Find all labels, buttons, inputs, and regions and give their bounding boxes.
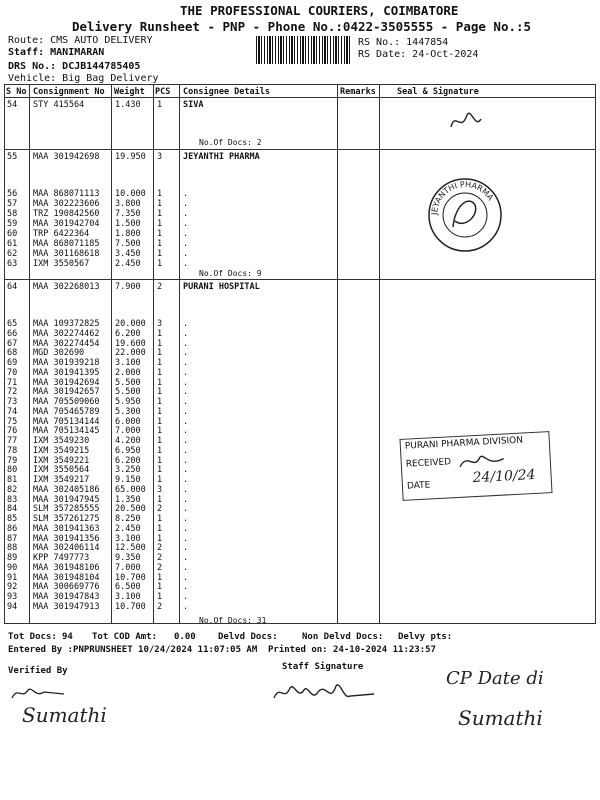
table-row: 94 MAA 301947913 10.700 2 .: [7, 601, 189, 612]
table-row: 61 MAA 868071185 7.500 1 .: [7, 239, 189, 249]
staff-signature-label: Staff Signature: [282, 662, 364, 672]
staff-signature: [270, 678, 380, 708]
table-row: 79 IXM 3549221 6.200 1 .: [7, 455, 189, 466]
col-consignment: Consignment No: [33, 87, 105, 97]
table-row: 89 KPP 7497773 9.350 2 .: [7, 553, 189, 563]
table-row: 91 MAA 301948104 10.700 1 .: [7, 572, 189, 583]
table-row: 87 MAA 301941356 3.100 1 .: [7, 533, 189, 544]
table-row: 72 MAA 301942657 5.500 1 .: [7, 387, 189, 398]
jeyanthi-pharma-seal: [425, 175, 505, 255]
table-row: 75 MAA 705134144 6.000 1 .: [7, 416, 189, 427]
table-row: 70 MAA 301941395 2.000 1 .: [7, 367, 189, 378]
delvd-docs: Delvd Docs:: [218, 632, 278, 642]
vehicle-label: Vehicle: Big Bag Delivery: [8, 73, 159, 84]
table-row: 90 MAA 301948106 7.000 2 .: [7, 562, 189, 573]
non-delvd-docs: Non Delvd Docs:: [302, 632, 384, 642]
tot-docs-value: 94: [62, 632, 73, 642]
table-row: 83 MAA 301947945 1.350 1 .: [7, 494, 189, 505]
verifier-signature: Sumathi: [22, 703, 107, 727]
route-label: Route: CMS AUTO DELIVERY: [8, 35, 153, 46]
drs-number: DRS No.: DCJB144785405: [8, 61, 141, 72]
runsheet-subtitle: Delivery Runsheet - PNP - Phone No.:0422-3505555 - Page No.:5: [72, 19, 532, 34]
consignee-name: JEYANTHI PHARMA: [183, 152, 260, 162]
verifier-initials: [10, 684, 70, 704]
staff-label: Staff: MANIMARAN: [8, 47, 105, 58]
docs-count: No.Of Docs: 9: [199, 269, 262, 278]
table-row: 68 MGD 302690 22.000 1 .: [7, 348, 189, 359]
handwritten-note: CP Date di: [446, 668, 544, 689]
table-row: 76 MAA 705134145 7.000 1 .: [7, 426, 189, 437]
svg-text:JEYANTHI PHARMA: JEYANTHI PHARMA: [429, 179, 496, 216]
printed-on: Printed on: 24-10-2024 11:23:57: [268, 645, 436, 655]
col-seal-signature: Seal & Signature: [397, 87, 479, 97]
table-row: 66 MAA 302274462 6.200 1 .: [7, 328, 189, 339]
table-row: 64 MAA 302268013 7.900 2 PURANI HOSPITAL: [7, 282, 260, 292]
purani-pharma-stamp: PURANI PHARMA DIVISION RECEIVED DATE 24/10/24: [399, 431, 552, 501]
delvy-pts: Delvy pts:: [398, 632, 453, 642]
staff-name-handwritten: Sumathi: [458, 706, 543, 730]
tot-cod-label: Tot COD Amt:: [92, 632, 158, 642]
col-remarks: Remarks: [340, 87, 376, 97]
table-row: 74 MAA 705465789 5.300 1 .: [7, 406, 189, 417]
rs-date: RS Date: 24-Oct-2024: [358, 49, 479, 60]
table-row: 93 MAA 301947843 3.100 1 .: [7, 592, 189, 602]
table-row: 54 STY 415564 1.430 1 SIVA: [7, 100, 204, 110]
table-row: 73 MAA 705509060 5.950 1 .: [7, 397, 189, 407]
table-row: 77 IXM 3549230 4.200 1 .: [7, 436, 189, 446]
col-consignee: Consignee Details: [183, 87, 270, 97]
table-row: 67 MAA 302274454 19.600 1 .: [7, 338, 189, 349]
barcode: [256, 36, 352, 64]
verified-by-label: Verified By: [8, 666, 68, 676]
table-row: 55 MAA 301942698 19.950 3 JEYANTHI PHARMA: [7, 152, 260, 162]
col-weight: Weight: [114, 87, 145, 97]
col-sno: S No: [6, 87, 27, 97]
table-row: 92 MAA 300669776 6.500 1 .: [7, 582, 189, 593]
table-row: 78 IXM 3549215 6.950 1 .: [7, 445, 189, 456]
entered-by: Entered By :PNPRUNSHEET 10/24/2024 11:07:05 AM: [8, 645, 258, 655]
docs-count: No.Of Docs: 2: [199, 138, 262, 147]
table-row: 56 MAA 868071113 10.000 1 .: [7, 189, 189, 199]
table-row: 59 MAA 301942704 1.500 1 .: [7, 219, 189, 229]
table-row: 60 TRP 6422364 1.800 1 .: [7, 229, 189, 239]
runsheet-table: [4, 84, 596, 624]
tot-cod-value: 0.00: [174, 632, 196, 642]
receiver-signature-siva: [445, 105, 485, 135]
company-name: THE PROFESSIONAL COURIERS, COIMBATORE: [180, 3, 459, 18]
table-row: 82 MAA 302405186 65.000 3 .: [7, 484, 189, 495]
table-row: 65 MAA 109372825 20.000 3 .: [7, 319, 189, 329]
table-row: 58 TRZ 190842560 7.350 1 .: [7, 209, 189, 219]
table-row: 71 MAA 301942694 5.500 1 .: [7, 377, 189, 388]
table-row: 69 MAA 301939218 3.100 1 .: [7, 358, 189, 368]
col-pcs: PCS: [155, 87, 171, 97]
consignee-name: PURANI HOSPITAL: [183, 282, 260, 292]
docs-count: No.Of Docs: 31: [199, 616, 267, 625]
consignee-name: SIVA: [183, 100, 204, 110]
tot-docs-label: Tot Docs:: [8, 632, 57, 642]
table-row: 81 IXM 3549217 9.150 1 .: [7, 475, 189, 485]
table-row: 63 IXM 3550567 2.450 1 .: [7, 259, 189, 269]
table-row: 85 SLM 357261275 8.250 1 .: [7, 514, 189, 524]
table-row: 57 MAA 302223606 3.800 1 .: [7, 199, 189, 209]
table-row: 86 MAA 301941363 2.450 1 .: [7, 523, 189, 534]
table-row: 80 IXM 3550564 3.250 1 .: [7, 465, 189, 476]
table-row: 84 SLM 357285555 20.500 2 .: [7, 504, 189, 515]
table-row: 62 MAA 301168618 3.450 1 .: [7, 249, 189, 259]
table-row: 88 MAA 302406114 12.500 2 .: [7, 543, 189, 554]
rs-number: RS No.: 1447854: [358, 37, 449, 48]
